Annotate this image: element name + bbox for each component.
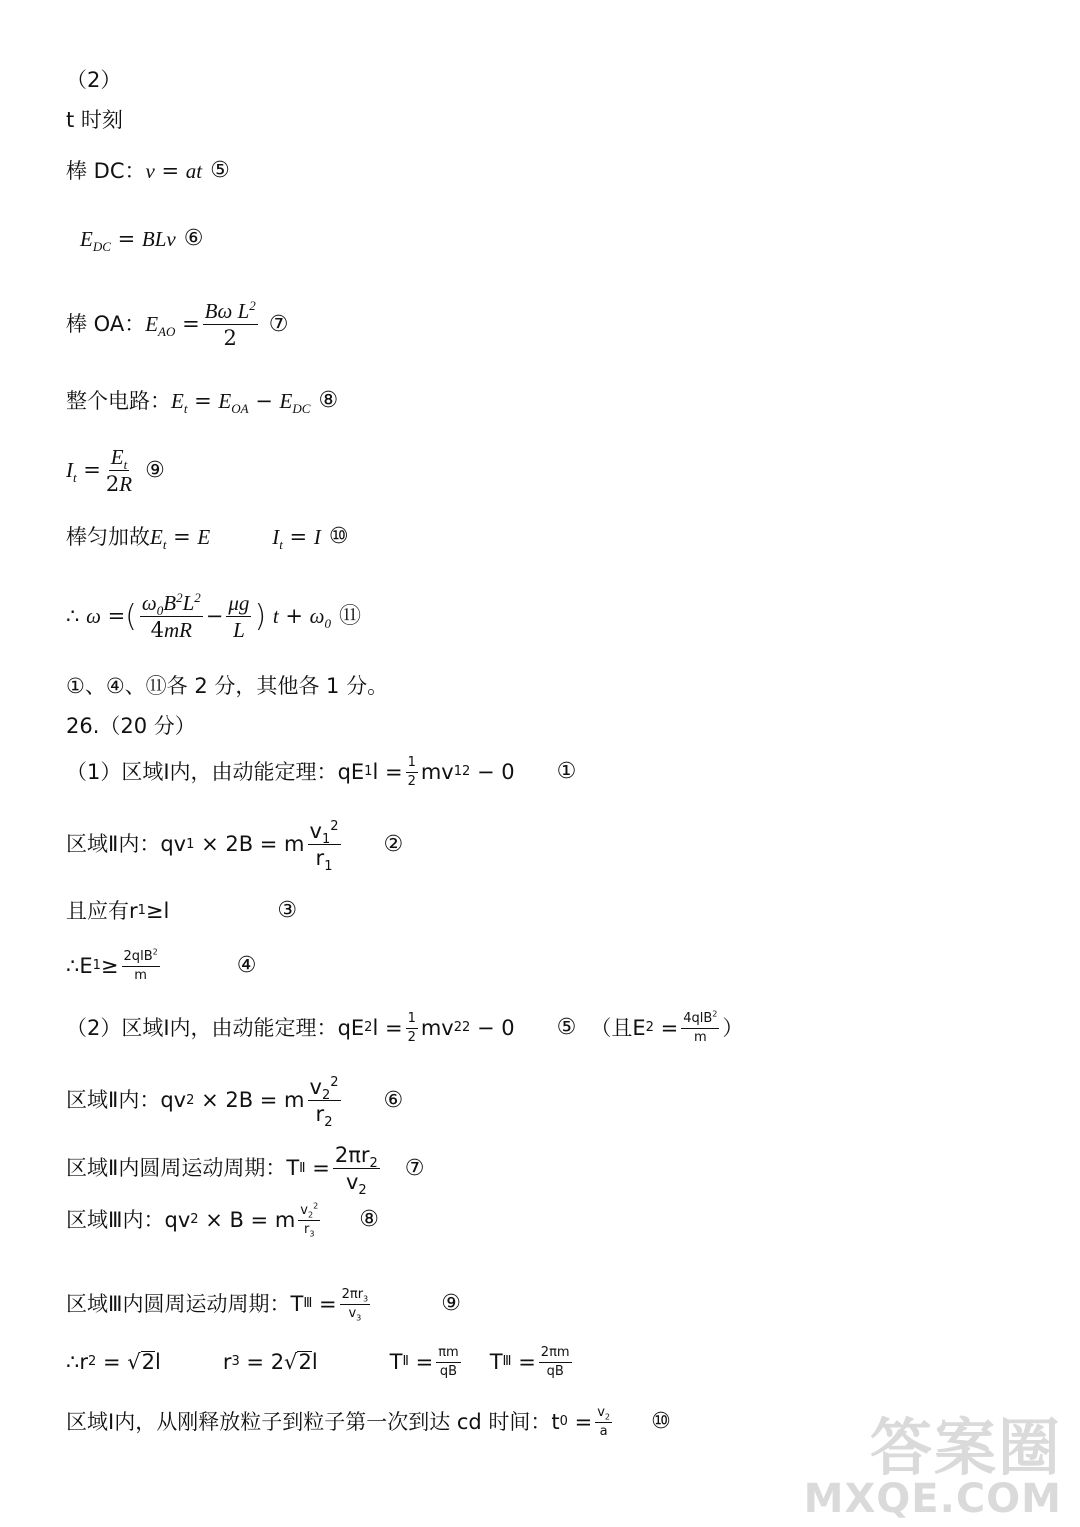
- marker-6: ⑥: [183, 226, 204, 251]
- region3-label: 区域Ⅲ内：: [66, 1207, 165, 1232]
- marker-7: ⑦: [268, 311, 289, 337]
- equation-emf-dc: $E_{DC}$ = BLv ⑥: [80, 226, 204, 254]
- marker-10: ⑩: [328, 524, 349, 549]
- rod-dc-label: 棒 DC：: [66, 158, 146, 183]
- equation-omega-result: ∴ ω = ( $\frac{\omega_0B^2L^2}{4mR}$ − $\frac{\mu g}{L}$ ) t + $\omega_0$ ⑪: [66, 590, 361, 643]
- marker-26-10: ⑩: [651, 1409, 671, 1435]
- uniform-accel-label: 棒匀加故: [66, 524, 150, 549]
- equation-26-3-radius: 且应有 r 1 ≥l ③: [66, 898, 298, 923]
- marker-9: ⑨: [145, 457, 165, 483]
- marker-26-4: ④: [236, 953, 257, 979]
- equation-26-6-region2: 区域Ⅱ内： qv 2 × 2B = m $\frac{v_2^2}{r_2}$ ⑥: [66, 1075, 404, 1131]
- and-should-label: 且应有: [66, 898, 129, 923]
- scoring-note: ①、④、⑪各 2 分，其他各 1 分。: [66, 674, 389, 698]
- marker-26-5: ⑤: [556, 1015, 577, 1041]
- region2-label-b: 区域Ⅱ内：: [66, 1088, 161, 1113]
- equation-26-4-field: ∴E 1 ≥ $\frac{2qlB^2}{m}$ ④: [66, 947, 257, 983]
- equation-emf-oa: 棒 OA： $E_{AO}$ = $\frac{B\omega L^2}{2}$ ⑦: [66, 298, 289, 351]
- marker-26-2: ②: [383, 831, 404, 857]
- equation-26-10-time: 区域Ⅰ内，从刚释放粒子到粒子第一次到达 cd 时间： t 0 = $\frac{v_2}{a}$ ⑩: [66, 1405, 671, 1439]
- marker-26-7: ⑦: [404, 1155, 425, 1181]
- watermark-bottom: MXQE.COM: [803, 1476, 1062, 1522]
- watermark-top: 答案圈: [869, 1411, 1062, 1484]
- equation-whole-circuit: 整个电路： $E_t$ = $E_{OA}$ − $E_{DC}$ ⑧: [66, 388, 339, 416]
- region3-period-label: 区域Ⅲ内圆周运动周期：: [66, 1291, 291, 1316]
- whole-circuit-label: 整个电路：: [66, 388, 171, 413]
- part-2-heading: （2）: [66, 68, 122, 92]
- question-26-heading: 26.（20 分）: [66, 714, 196, 738]
- marker-8: ⑧: [318, 388, 339, 413]
- equation-26-8-region3: 区域Ⅲ内： qv 2 × B = m $\frac{v_2^2}{r_3}$ ⑧: [66, 1201, 380, 1239]
- watermark-logo: [803, 1411, 1062, 1522]
- marker-26-1: ①: [556, 759, 577, 785]
- marker-26-8: ⑧: [359, 1207, 380, 1233]
- therefore-symbol: ∴: [66, 604, 80, 629]
- marker-11: ⑪: [338, 603, 361, 629]
- region2-period-label: 区域Ⅱ内圆周运动周期：: [66, 1156, 287, 1181]
- region1-time-label: 区域Ⅰ内，从刚释放粒子到粒子第一次到达 cd 时间：: [66, 1409, 552, 1434]
- equation-26-1-energy: （1）区域Ⅰ内，由动能定理： qE 1 l = $\frac{1}{2}$ mv 1 2 − 0 ①: [66, 755, 577, 789]
- equation-26-results: ∴r 2 = √ 2 l r 3 = 2√ 2 l T Ⅱ = $\frac{\pi m}{qB}$ T Ⅲ = $\frac{2\pi m}{qB}$: [66, 1345, 570, 1379]
- equation-26-2-region2: 区域Ⅱ内： qv 1 × 2B = m $\frac{v_1^2}{r_1}$ ②: [66, 819, 404, 875]
- marker-26-6: ⑥: [383, 1087, 404, 1113]
- marker-26-9: ⑨: [441, 1291, 461, 1317]
- region2-label: 区域Ⅱ内：: [66, 832, 161, 857]
- equation-26-5-energy: （2）区域Ⅰ内，由动能定理： qE 2 l = $\frac{1}{2}$ mv 2 2 − 0 ⑤ （且E 2 = $\frac{4qlB^2}{m}$ ）: [66, 1009, 744, 1045]
- rod-oa-label: 棒 OA：: [66, 312, 146, 337]
- marker-5: ⑤: [210, 158, 230, 183]
- marker-26-3: ③: [277, 898, 298, 923]
- t-moment-label: t 时刻: [66, 108, 123, 132]
- equation-26-7-period2: 区域Ⅱ内圆周运动周期： T Ⅱ = $\frac{2\pi r_2}{v_2}$ ⑦: [66, 1143, 425, 1199]
- equation-rod-dc-velocity: 棒 DC： v = at ⑤: [66, 158, 230, 183]
- equation-current: $I_t$ = $\frac{E_t}{2R}$ ⑨: [66, 445, 165, 497]
- q26-part1-label: （1）区域Ⅰ内，由动能定理：: [66, 759, 338, 784]
- q26-part2-label: （2）区域Ⅰ内，由动能定理：: [66, 1015, 338, 1040]
- equation-26-9-period3: 区域Ⅲ内圆周运动周期： T Ⅲ = $\frac{2\pi r_3}{v_3}$ ⑨: [66, 1287, 461, 1323]
- equation-uniform-accel: 棒匀加故 $E_t$ = E $I_t$ = I ⑩: [66, 524, 349, 552]
